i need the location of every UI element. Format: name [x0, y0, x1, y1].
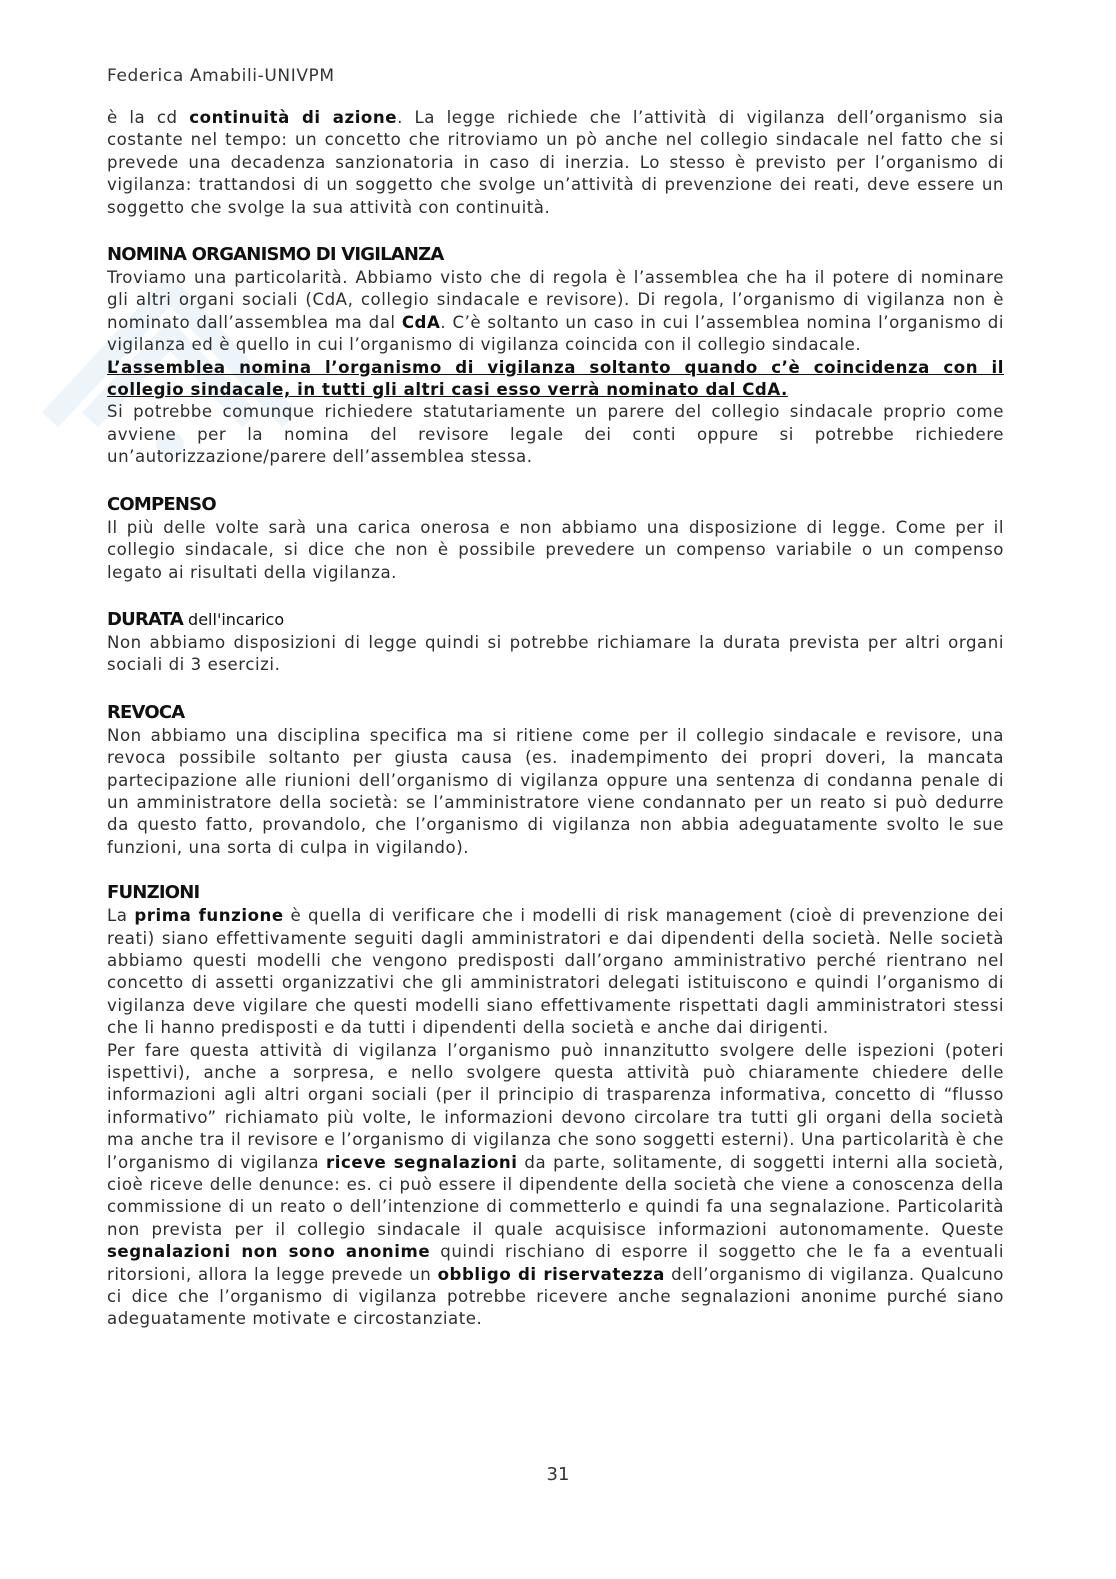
heading-funzioni: FUNZIONI [107, 882, 200, 904]
intro-paragraph: è la cd continuità di azione. La legge richiede che l’attività di vigilanza dell’organismo sia costante nel tempo: un concetto che ritroviamo un pò anche nel collegio sindacale nel fatto che si prevede una decadenza sanzionatoria in caso di inerzia. Lo stesso è previsto per l’organismo di vigilanza: trattandosi di un soggetto che svolge un’attività di prevenzione dei reati, deve essere un soggetto che svolge la sua attività con continuità. [107, 108, 1004, 217]
heading-revoca: REVOCA [107, 701, 185, 723]
document-body [107, 107, 1004, 1331]
nomina-paragraph-2: L’assemblea nomina l’organismo di vigilanza soltanto quando c’è coincidenza con il collegio sindacale, in tutti gli altri casi esso verrà nominato dal CdA. [107, 357, 1004, 400]
heading-durata: DURATA dell'incarico [107, 608, 285, 630]
page-number: 31 [546, 1464, 570, 1485]
heading-nomina: NOMINA ORGANISMO DI VIGILANZA [107, 244, 444, 266]
funzioni-paragraph-1: La prima funzione è quella di verificare che i modelli di risk management (cioè di prevenzione dei reati) siano effettivamente seguiti dagli amministratori e dai dipendenti della società. Nelle società abbiamo questi modelli che vengono predisposti dall’organo amministrativo perché rientrano nel concetto di assetti organizzativi che gli amministratori delegati istituiscono e quindi l’organismo di vigilanza deve vigilare che questi modelli siano effettivamente rispettati dagli amministratori stessi che li hanno predisposti e da tutti i dipendenti della società e anche dai dirigenti. [107, 906, 1005, 1038]
revoca-paragraph: Non abbiamo una disciplina specifica ma si ritiene come per il collegio sindacale e revisore, una revoca possibile soltanto per giusta causa (es. inadempimento dei propri doveri, la mancata partecipazione alle riunioni dell’organismo di vigilanza oppure una sentenza di condanna penale di un amministratore della società: se l’amministratore viene condannato per un reato si può dedurre da questo fatto, provandolo, che l’organismo di vigilanza non abbia adeguatamente svolto le sue funzioni, una sorta di culpa in vigilando). [107, 725, 1004, 857]
nomina-paragraph-1: Troviamo una particolarità. Abbiamo visto che di regola è l’assemblea che ha il potere di nominare gli altri organi sociali (CdA, collegio sindacale e revisore). Di regola, l’organismo di vigilanza non è nominato dall’assemblea ma dal CdA. C’è soltanto un caso in cui l’assemblea nomina l’organismo di vigilanza ed è quello in cui l’organismo di vigilanza coincida con il collegio sindacale. [107, 268, 1004, 355]
funzioni-paragraph-2: Per fare questa attività di vigilanza l’organismo può innanzitutto svolgere delle ispezioni (poteri ispettivi), anche a sorpresa, e nello svolgere questa attività può chiaramente chiedere delle informazioni agli altri organi sociali (per il principio di trasparenza informativa, concetto di “flusso informativo” richiamato più volte, le informazioni devono circolare tra tutti gli organi della società ma anche tra il revisore e l’organismo di vigilanza che sono soggetti esterni). Una particolarità è che l’organismo di vigilanza riceve segnalazioni da parte, solitamente, di soggetti interni alla società, cioè riceve delle denunce: es. ci può essere il dipendente della società che viene a conoscenza della commissione di un reato o dell’intenzione di commetterlo e quindi fa una segnalazione. Particolarità non prevista per il collegio sindacale il quale acquisisce informazioni autonomamente. Queste segnalazioni non sono anonime quindi rischiano di esporre il soggetto che le fa a eventuali ritorsioni, allora la legge prevede un obbligo di riservatezza dell’organismo di vigilanza. Qualcuno ci dice che l’organismo di vigilanza potrebbe ricevere anche segnalazioni anonime purché siano adeguatamente motivate e circostanziate. [107, 1040, 1005, 1329]
nomina-paragraph-3: Si potrebbe comunque richiedere statutariamente un parere del collegio sindacale proprio come avviene per la nomina del revisore legale dei conti oppure si potrebbe richiedere un’autorizzazione/parere dell’assemblea stessa. [107, 402, 1004, 467]
durata-paragraph: Non abbiamo disposizioni di legge quindi si potrebbe richiamare la durata prevista per altri organi sociali di 3 esercizi. [107, 632, 1004, 675]
compenso-paragraph: Il più delle volte sarà una carica onerosa e non abbiamo una disposizione di legge. Come per il collegio sindacale, si dice che non è possibile prevedere un compenso variabile o un compenso legato ai risultati della vigilanza. [107, 517, 1004, 582]
page-header-author: Federica Amabili-UNIVPM [107, 66, 335, 86]
heading-compenso: COMPENSO [107, 493, 216, 515]
